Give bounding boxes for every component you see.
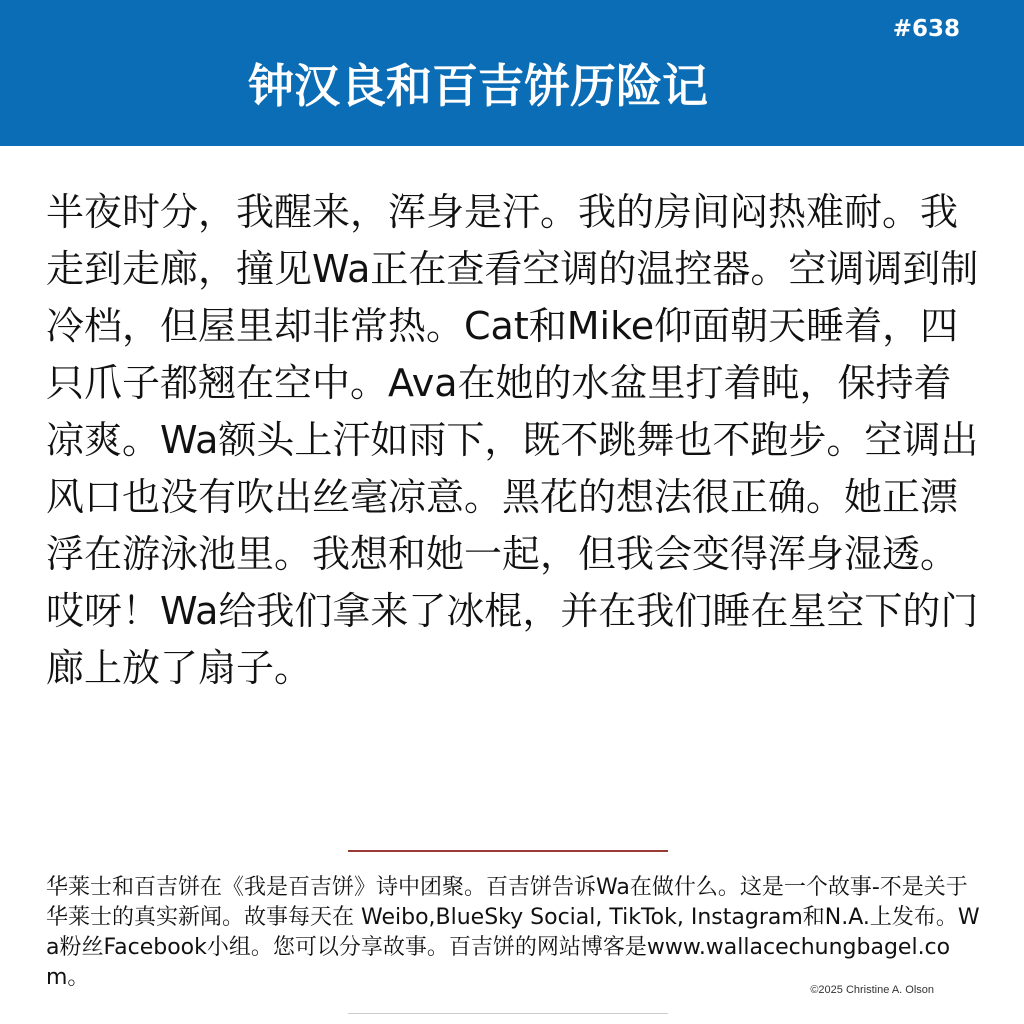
title-banner: [0, 0, 1024, 146]
story-text: 半夜时分，我醒来，浑身是汗。我的房间闷热难耐。我走到走廊，撞见Wa正在查看空调的温控器。空调调到制冷档，但屋里却非常热。Cat和Mike仰面朝天睡着，四只爪子都翘在空中。Ava在她的水盆里打着盹，保持着凉爽。Wa额头上汗如雨下，既不跳舞也不跑步。空调出风口也没有吹出丝毫凉意。黑花的想法很正确。她正漂浮在游泳池里。我想和她一起，但我会变得浑身湿透。哎呀！Wa给我们拿来了冰棍，并在我们睡在星空下的门廊上放了扇子。: [46, 190, 979, 690]
page-title: 钟汉良和百吉饼历险记: [248, 59, 708, 113]
bottom-divider: [348, 1013, 668, 1014]
issue-number: #638: [892, 16, 960, 42]
section-divider: [348, 850, 668, 852]
copyright-notice: ©2025 Christine A. Olson: [810, 984, 934, 996]
footer-note: 华莱士和百吉饼在《我是百吉饼》诗中团聚。百吉饼告诉Wa在做什么。这是一个故事-不是关于华莱士的真实新闻。故事每天在 Weibo,BlueSky Social, TikTok, Instagram和N.A.上发布。Wa粉丝Facebook小组。您可以分享故事。百吉饼的网站博客是www.wallacechungbagel.com。: [46, 875, 980, 990]
